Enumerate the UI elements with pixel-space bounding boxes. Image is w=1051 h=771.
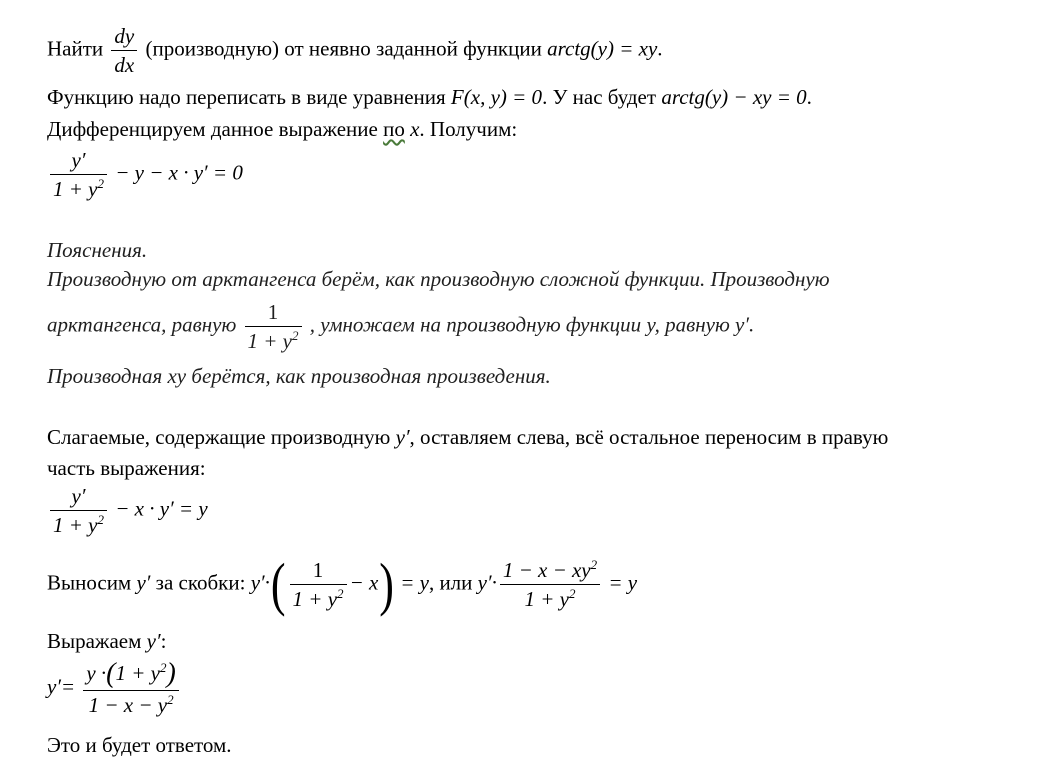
text: Дифференцируем данное выражение [47,117,378,141]
fraction-numerator: 1 [290,558,347,585]
fraction-numerator: y′ [50,484,107,511]
equation-final [47,660,182,717]
den-base: 1 + y [524,587,569,612]
exponent: 2 [97,512,104,528]
fraction [50,148,107,201]
equation-1 [47,148,243,201]
formula: arctg(y) = xy [547,36,658,61]
text: , или [428,570,473,595]
fraction-numerator: y′ [50,148,107,175]
num-base: 1 − x − xy [502,558,591,582]
line-differentiate [47,119,517,140]
exponent: 2 [568,586,576,602]
text: . [657,36,663,61]
text: , равную [654,312,730,337]
right-paren: ) [379,550,394,618]
formula: arctg(y) − xy = 0 [661,85,807,109]
text: . [806,85,812,109]
exponent: 2 [167,692,174,707]
text: берётся, как производная произведения. [191,364,551,388]
right-paren: ) [166,658,176,689]
fraction [245,300,302,353]
text: Слагаемые, содержащие производную [47,425,391,449]
formula: y′· [477,570,497,595]
formula: y [646,312,655,337]
exponent: 2 [590,557,598,572]
text: арктангенса, равную [47,312,237,337]
formula: y′ [136,570,151,595]
fraction-denominator [50,175,107,201]
formula: = y [400,570,429,595]
line-express [47,631,166,652]
fraction-numerator [83,660,178,691]
fraction [290,558,347,611]
fraction [50,484,107,537]
equation-2 [47,484,208,537]
text: . У нас будет [542,85,657,109]
exponent: 2 [337,586,344,602]
fraction [83,660,178,717]
text: , оставляем слева, всё остальное переносим в правую [409,425,889,449]
notes-line-3 [47,366,551,387]
text: Выносим [47,570,132,595]
formula: − x [349,570,379,595]
fraction-numerator [500,558,600,585]
notes-line-1: Производную от арктангенса берём, как производную сложной функции. Производную [47,267,830,291]
formula: y′= [47,674,76,699]
text: . [748,312,755,337]
formula: F(x, y) = 0 [450,85,543,109]
formula: y′· [250,570,270,595]
den-base: 1 + y [53,513,98,538]
left-paren: ( [106,658,116,689]
exponent: 2 [160,660,167,675]
fraction-denominator [290,585,347,611]
formula: xy [167,364,187,388]
exponent: 2 [292,328,299,344]
formula: − y − x · y′ = 0 [115,160,243,185]
fraction-denominator [50,511,107,537]
fraction-denominator [500,585,600,611]
den-base: 1 − x − y [88,693,168,717]
text: за скобки: [155,570,246,595]
exponent: 2 [97,176,104,192]
num-part: y · [86,661,107,685]
notes-line-2 [47,300,754,353]
num-part: 1 + y [115,661,160,685]
text: Найти [47,36,104,61]
line-factor-out [47,550,638,618]
formula: x [410,117,420,141]
formula: y′ [735,312,749,337]
formula: − x · y′ = y [115,496,208,521]
fraction-denominator [245,327,302,353]
text: Функцию надо переписать в виде уравнения [47,85,446,109]
formula: = y [608,570,638,595]
text: , умножаем на производную функции [309,312,642,337]
text: Выражаем [47,629,142,653]
line-rewrite-equation [47,87,812,108]
fraction-numerator: dy [111,24,137,51]
text: Производная [47,364,163,388]
formula: y′ [395,425,410,449]
para-collect-terms-1 [47,427,888,448]
notes-title: Пояснения. [47,238,148,262]
den-base: 1 + y [292,587,338,612]
fraction-dy-dx [111,24,137,77]
fraction-denominator [83,691,178,717]
answer-line: Это и будет ответом. [47,733,232,757]
para-collect-terms-2: часть выражения: [47,456,206,480]
text: : [160,629,167,653]
spellcheck-word: по [383,117,405,141]
fraction [500,558,600,611]
text: . Получим: [419,117,518,141]
den-base: 1 + y [53,177,98,202]
formula: y′ [146,629,161,653]
left-paren: ( [270,550,286,618]
line-find-derivative [47,24,663,77]
den-base: 1 + y [247,329,293,354]
text: (производную) от неявно заданной функции [145,36,542,61]
fraction-numerator: 1 [245,300,302,327]
fraction-denominator: dx [114,53,135,78]
